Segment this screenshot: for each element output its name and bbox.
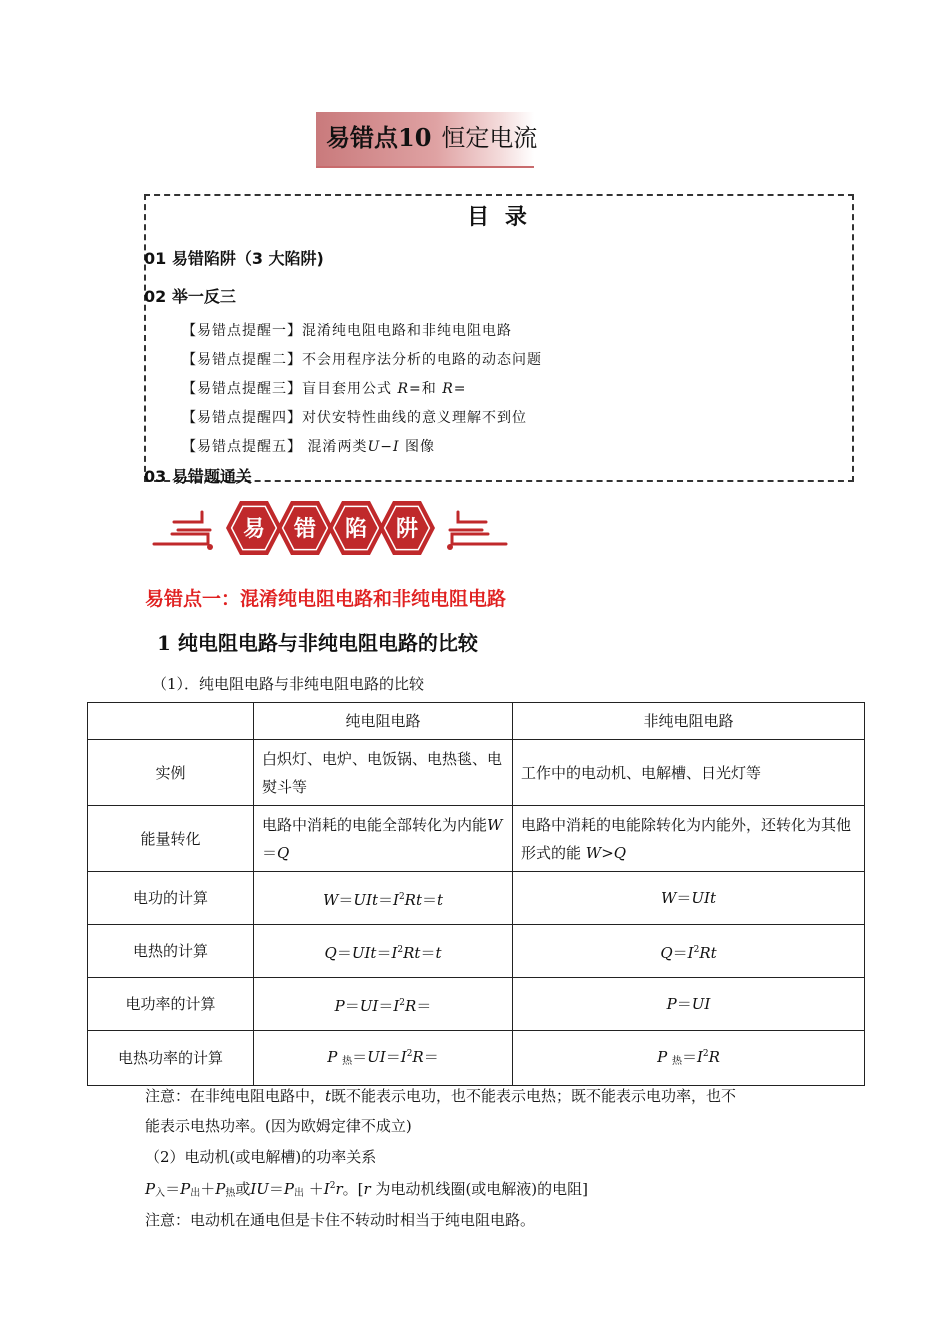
note-1b: 既不能表示电功，也不能表示电热；既不能表示电功率，也不: [331, 1087, 737, 1105]
note-2: 能表示电热功率。(因为欧姆定律不成立): [145, 1117, 412, 1135]
table-row: [88, 740, 865, 806]
toc-section-2[interactable]: 02 举一反三: [144, 287, 236, 306]
note-1a: 注意：在非纯电阻电路中，: [145, 1087, 326, 1105]
toc-item-5-text: 【易错点提醒五】 混淆两类: [182, 439, 368, 455]
cell-pure-formula: $W=UIt=I^2Rt=t$: [254, 872, 513, 925]
banner-char: 阱: [395, 517, 419, 542]
toc-item-1[interactable]: 【易错点提醒一】混淆纯电阻电路和非纯电阻电路: [182, 323, 512, 339]
toc-title: 目 录: [467, 205, 531, 230]
sub-out: 出: [294, 1188, 305, 1199]
cell-pure-formula: P $_热=UI=I^2R=$: [254, 1031, 513, 1086]
table-row: [88, 872, 865, 925]
cell-nonpure-formula: $Q=I^2Rt$: [513, 925, 865, 978]
table-row: [88, 1031, 865, 1086]
and-word: 和: [421, 381, 437, 397]
cell-nonpure-formula: P $_热=I^2R$: [513, 1031, 865, 1086]
cell-nonpure-formula: W＝UIt: [513, 872, 865, 925]
cell-pure-text: 电路中消耗的电能全部转化为内能: [262, 815, 488, 834]
title-text: [326, 118, 537, 153]
sub-out: 出: [190, 1188, 201, 1199]
row-label: 电热的计算: [88, 925, 254, 978]
table-of-contents: [144, 194, 854, 486]
sub-heat: 热: [342, 1056, 353, 1067]
cell-nonpure: 电路中消耗的电能除转化为内能外，还转化为其他形式的能 W>Q: [513, 806, 865, 872]
formula-ui: U−I: [367, 439, 400, 455]
table-row: [88, 978, 865, 1031]
note-3: （2）电动机(或电解槽)的功率关系: [145, 1148, 377, 1166]
table-row: [88, 925, 865, 978]
sub-in: 入: [155, 1188, 166, 1199]
toc-item-2[interactable]: 【易错点提醒二】不会用程序法分析的电路的动态问题: [182, 352, 542, 368]
toc-item-4[interactable]: 【易错点提醒四】对伏安特性曲线的意义理解不到位: [182, 410, 527, 426]
title-rest: 恒定电流: [441, 124, 538, 152]
banner-dot-right: [447, 544, 453, 550]
cell-nonpure: 工作中的电动机、电解槽、日光灯等: [513, 740, 865, 806]
table-header-row: [88, 703, 865, 740]
cell-nonpure-formula: P＝UI: [513, 978, 865, 1031]
note-5: 注意：电动机在通电但是卡住不转动时相当于纯电阻电路。: [145, 1211, 536, 1229]
banner-char: 陷: [344, 517, 368, 542]
toc-section-3[interactable]: 03 易错题通关: [144, 467, 252, 486]
title-bold: 易错点10: [326, 123, 432, 152]
point1-heading: 易错点一：混淆纯电阻电路和非纯电阻电路: [145, 588, 507, 610]
formula-r2: R=: [442, 381, 467, 397]
cell-pure: 白炽灯、电炉、电饭锅、电热毯、电熨斗等: [254, 740, 513, 806]
row-label: 电热功率的计算: [88, 1031, 254, 1086]
toc-section-1[interactable]: 01 易错陷阱（3 大陷阱): [144, 249, 324, 268]
row-label: 电功率的计算: [88, 978, 254, 1031]
sub-heat: 热: [225, 1188, 236, 1199]
toc-item-5[interactable]: [182, 436, 435, 456]
toc-item-3[interactable]: [182, 378, 466, 398]
formula-r1: R=: [397, 381, 422, 397]
header-cell-empty: [88, 703, 254, 740]
toc-item-5-tail: 图像: [404, 439, 435, 455]
row-label: 电功的计算: [88, 872, 254, 925]
banner-dot-left: [207, 544, 213, 550]
banner-right-ornament: [450, 512, 506, 544]
or-word: 或: [235, 1180, 251, 1198]
section1-title: 1 纯电阻电路与非纯电阻电路的比较: [157, 631, 478, 655]
header-cell-pure: 纯电阻电路: [254, 703, 513, 740]
banner-char: 易: [242, 517, 266, 542]
doc-title: [316, 112, 536, 168]
banner-char: 错: [293, 517, 317, 542]
row-label: 实例: [88, 740, 254, 806]
note-4-tail: 为电动机线圈(或电解液)的电阻]: [375, 1180, 589, 1198]
table-row: [88, 806, 865, 872]
cell-pure-formula: $P=UI=I^2R=$: [254, 978, 513, 1031]
cell-pure-formula: $Q=UIt=I^2Rt=t$: [254, 925, 513, 978]
table-caption: （1）．纯电阻电路与非纯电阻电路的比较: [152, 675, 425, 693]
sub-heat: 热: [671, 1056, 682, 1067]
row-label: 能量转化: [88, 806, 254, 872]
header-cell-nonpure: 非纯电阻电路: [513, 703, 865, 740]
toc-item-3-text: 【易错点提醒三】盲目套用公式: [182, 381, 392, 397]
banner-left-ornament: [154, 512, 210, 544]
power-relation: $P_入=P_出+P_热$或$IU=P_出 +I^2r$。[r 为电动机线圈(或电解液)的电阻]: [145, 1180, 589, 1199]
comparison-table: [87, 702, 865, 1086]
cell-nonpure-text: 电路中消耗的电能除转化为内能外，还转化为其他形式的能: [521, 815, 852, 862]
note-1: 注意：在非纯电阻电路中，t既不能表示电功，也不能表示电热；既不能表示电功率，也不: [145, 1087, 737, 1105]
pitfall-banner: [150, 500, 510, 560]
cell-pure: 电路中消耗的电能全部转化为内能W＝Q: [254, 806, 513, 872]
